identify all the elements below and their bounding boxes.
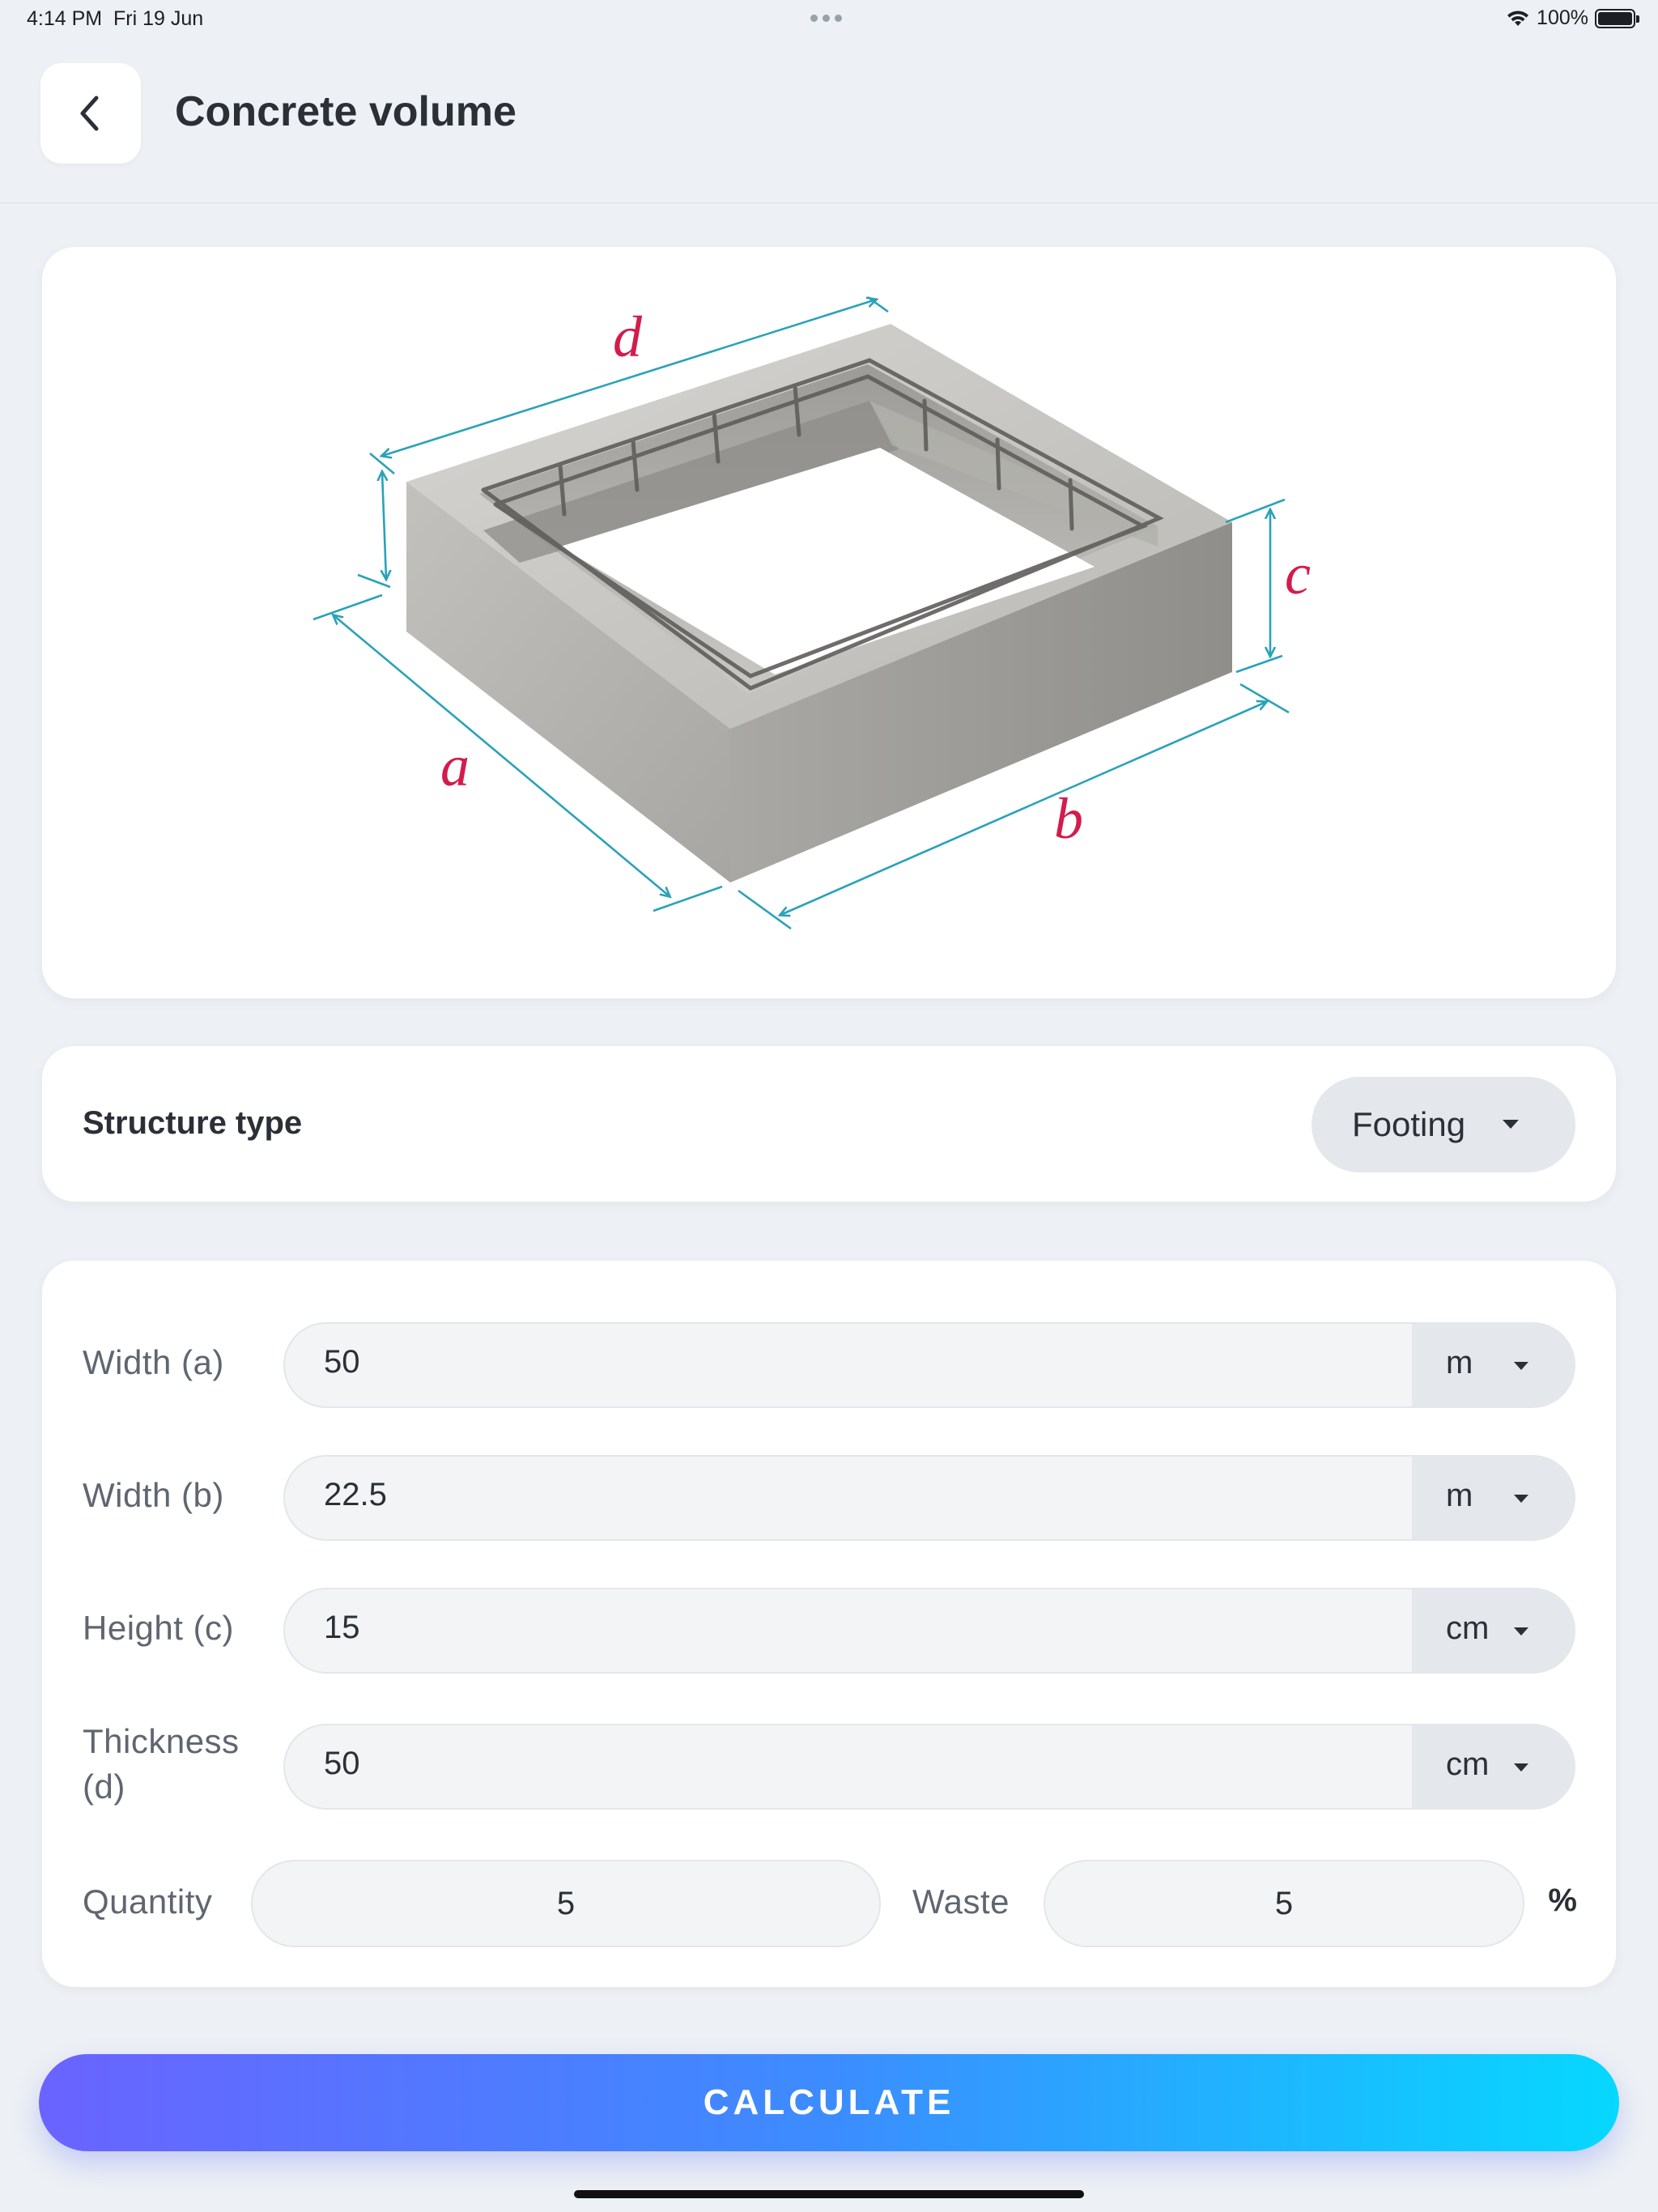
width-a-unit-dropdown[interactable] bbox=[1412, 1324, 1574, 1408]
thickness-d-unit-dropdown[interactable] bbox=[1412, 1725, 1574, 1810]
quantity-label: Quantity bbox=[83, 1882, 213, 1921]
label-c: c bbox=[1285, 542, 1311, 606]
thickness-d-field[interactable] bbox=[283, 1724, 1575, 1810]
concrete-block bbox=[406, 324, 1232, 883]
width-a-unit: m bbox=[1446, 1345, 1473, 1380]
label-b: b bbox=[1054, 786, 1083, 851]
status-date: Fri 19 Jun bbox=[113, 7, 204, 30]
width-b-unit: m bbox=[1446, 1478, 1473, 1513]
battery-percent: 100% bbox=[1537, 6, 1588, 29]
chevron-left-icon bbox=[74, 93, 107, 134]
app-header bbox=[0, 39, 1658, 204]
quantity-input[interactable] bbox=[251, 1860, 881, 1947]
multitasking-dots-icon[interactable] bbox=[810, 15, 842, 22]
width-a-input[interactable]: 50 bbox=[324, 1344, 360, 1380]
caret-down-icon bbox=[1514, 1763, 1528, 1772]
height-c-unit: cm bbox=[1446, 1610, 1490, 1646]
status-indicators bbox=[1506, 6, 1635, 30]
status-time bbox=[27, 7, 203, 31]
waste-input[interactable] bbox=[1044, 1860, 1524, 1947]
height-c-unit-dropdown[interactable] bbox=[1412, 1589, 1574, 1674]
width-a-label: Width (a) bbox=[83, 1343, 224, 1381]
wifi-icon bbox=[1506, 10, 1530, 28]
structure-type-dropdown[interactable] bbox=[1312, 1077, 1575, 1172]
height-c-input[interactable]: 15 bbox=[324, 1610, 360, 1645]
structure-type-value: Footing bbox=[1352, 1105, 1466, 1143]
thickness-d-label: Thickness (d) bbox=[83, 1722, 240, 1806]
status-bar bbox=[0, 0, 1658, 39]
calculate-button-label: CALCULATE bbox=[703, 2082, 955, 2122]
illustration-card bbox=[42, 247, 1616, 998]
home-indicator[interactable] bbox=[574, 2190, 1084, 2198]
page-title: Concrete volume bbox=[175, 88, 517, 135]
dimensions-card bbox=[42, 1261, 1616, 1987]
waste-label: Waste bbox=[912, 1882, 1010, 1921]
caret-down-icon bbox=[1503, 1120, 1519, 1129]
back-button[interactable] bbox=[40, 63, 141, 164]
caret-down-icon bbox=[1514, 1362, 1528, 1370]
quantity-value: 5 bbox=[556, 1885, 576, 1921]
structure-type-label: Structure type bbox=[83, 1105, 303, 1141]
label-d: d bbox=[613, 304, 642, 369]
width-b-unit-dropdown[interactable] bbox=[1412, 1457, 1574, 1541]
thickness-d-input[interactable]: 50 bbox=[324, 1746, 360, 1781]
footing-diagram bbox=[42, 247, 1616, 998]
caret-down-icon bbox=[1514, 1495, 1528, 1503]
width-a-field[interactable] bbox=[283, 1322, 1575, 1408]
thickness-d-unit: cm bbox=[1446, 1746, 1490, 1782]
width-b-input[interactable]: 22.5 bbox=[324, 1477, 387, 1512]
waste-value: 5 bbox=[1274, 1885, 1294, 1921]
caret-down-icon bbox=[1514, 1627, 1528, 1636]
width-b-label: Width (b) bbox=[83, 1476, 224, 1514]
status-clock: 4:14 PM bbox=[27, 7, 103, 30]
battery-icon bbox=[1595, 9, 1635, 28]
waste-percent-suffix: % bbox=[1548, 1882, 1577, 1918]
calculate-button[interactable] bbox=[39, 2054, 1619, 2151]
width-b-field[interactable] bbox=[283, 1455, 1575, 1541]
height-c-field[interactable] bbox=[283, 1588, 1575, 1674]
height-c-label: Height (c) bbox=[83, 1609, 235, 1647]
structure-type-card bbox=[42, 1046, 1616, 1202]
label-a: a bbox=[440, 734, 470, 798]
